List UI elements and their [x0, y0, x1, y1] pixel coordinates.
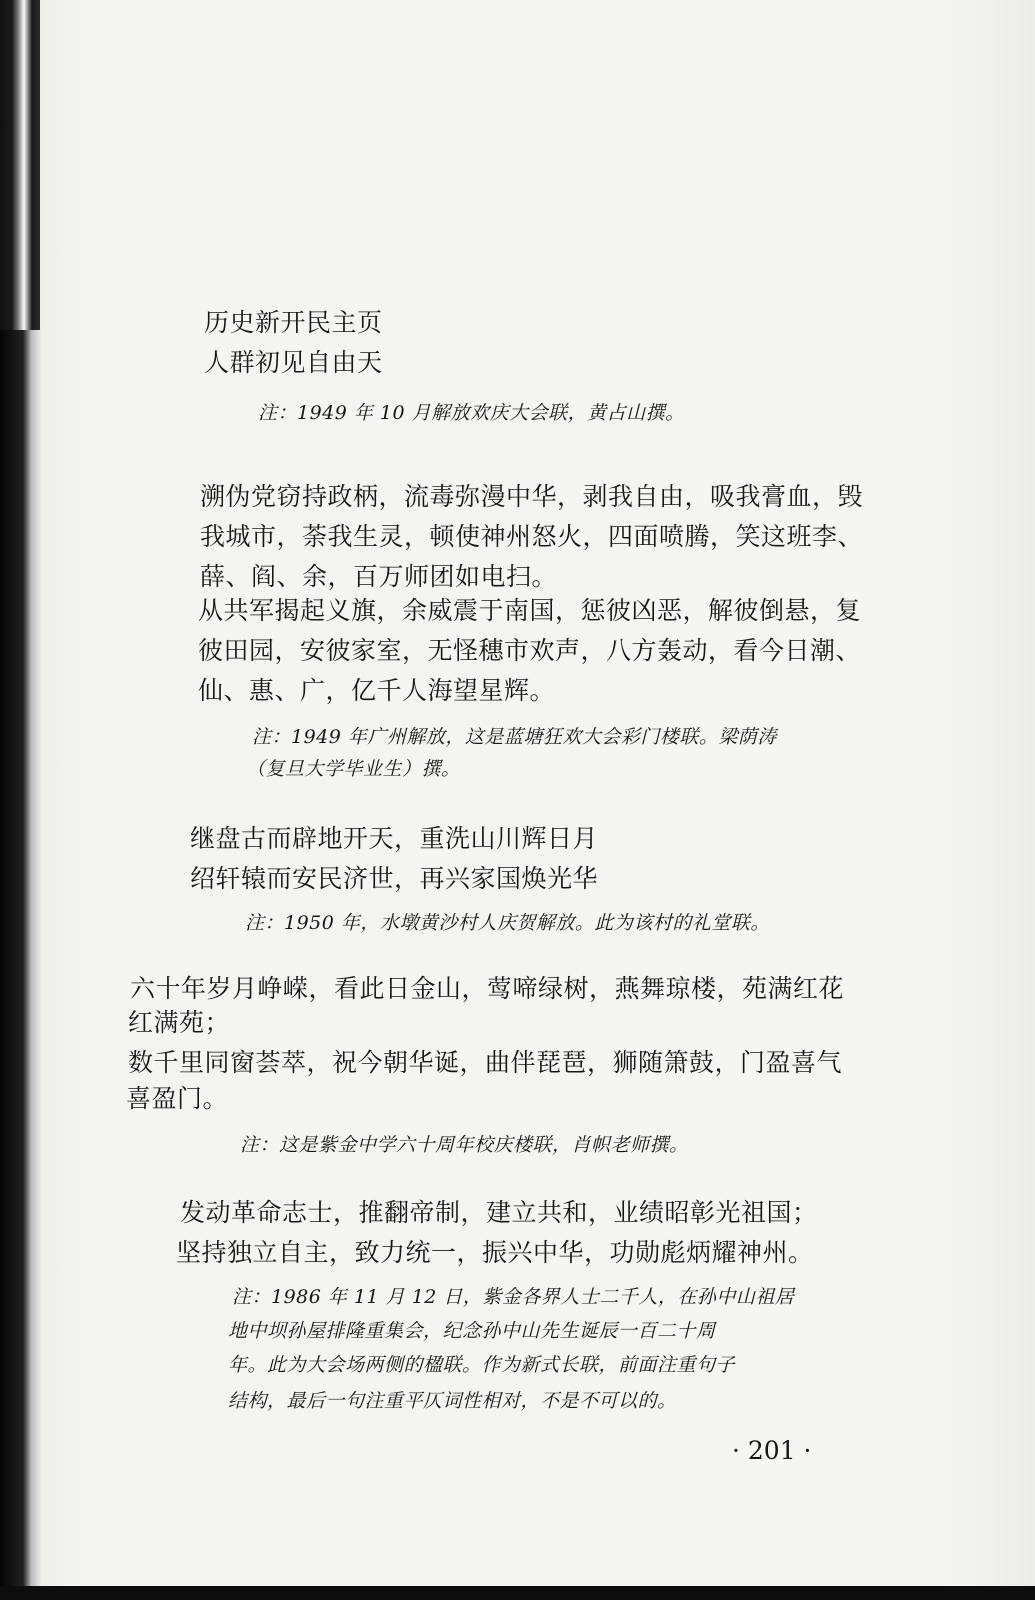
- couplet-line: 数千里同窗荟萃，祝今朝华诞，曲伴琵琶，狮随箫鼓，门盈喜气: [128, 1048, 843, 1077]
- couplet-note: 注：1950 年，水墩黄沙村人庆贺解放。此为该村的礼堂联。: [245, 912, 770, 934]
- book-binding-edge: [0, 330, 42, 1600]
- couplet-line: 薛、阎、余，百万师团如电扫。: [200, 562, 558, 591]
- couplet-line: 喜盈门。: [126, 1084, 229, 1113]
- couplet-note: 注：1986 年 11 月 12 日，紫金各界人士二千人，在孙中山祖居: [232, 1286, 795, 1308]
- couplet-line: 溯伪党窃持政柄，流毒弥漫中华，剥我自由，吸我膏血，毁: [200, 482, 864, 511]
- couplet-line: 彼田园，安彼家室，无怪穗市欢声，八方轰动，看今日潮、: [198, 636, 862, 665]
- couplet-line: 绍轩辕而安民济世，再兴家国焕光华: [190, 864, 599, 893]
- couplet-line: 人群初见自由天: [204, 348, 383, 377]
- couplet-note: 结构，最后一句注重平仄词性相对，不是不可以的。: [228, 1390, 677, 1412]
- couplet-note: 注：1949 年 10 月解放欢庆大会联，黄占山撰。: [258, 402, 685, 424]
- couplet-line: 六十年岁月峥嵘，看此日金山，莺啼绿树，燕舞琼楼，苑满红花: [130, 974, 845, 1003]
- couplet-line: 发动革命志士，推翻帝制，建立共和，业绩昭彰光祖国；: [180, 1198, 818, 1227]
- couplet-line: 继盘古而辟地开天，重洗山川辉日月: [190, 824, 599, 853]
- couplet-note: 注：1949 年广州解放，这是蓝塘狂欢大会彩门楼联。梁荫涛: [252, 726, 777, 748]
- couplet-note: 注：这是紫金中学六十周年校庆楼联，肖帜老师撰。: [240, 1134, 689, 1156]
- couplet-note: 地中坝孙屋排隆重集会，纪念孙中山先生诞辰一百二十周: [228, 1320, 716, 1342]
- couplet-note: 年。此为大会场两侧的楹联。作为新式长联，前面注重句子: [228, 1354, 736, 1376]
- couplet-note: （复旦大学毕业生）撰。: [246, 758, 461, 780]
- couplet-line: 红满苑；: [128, 1008, 231, 1037]
- couplet-line: 坚持独立自主，致力统一，振兴中华，功勋彪炳耀神州。: [176, 1238, 814, 1267]
- page-number: · 201 ·: [732, 1436, 812, 1465]
- couplet-line: 我城市，荼我生灵，顿使神州怒火，四面喷腾，笑这班李、: [200, 522, 864, 551]
- couplet-line: 历史新开民主页: [204, 308, 383, 337]
- couplet-line: 仙、惠、广，亿千人海望星辉。: [198, 676, 556, 705]
- scan-bottom-edge: [0, 1586, 1035, 1600]
- couplet-line: 从共军揭起义旗，余威震于南国，惩彼凶恶，解彼倒悬，复: [198, 596, 862, 625]
